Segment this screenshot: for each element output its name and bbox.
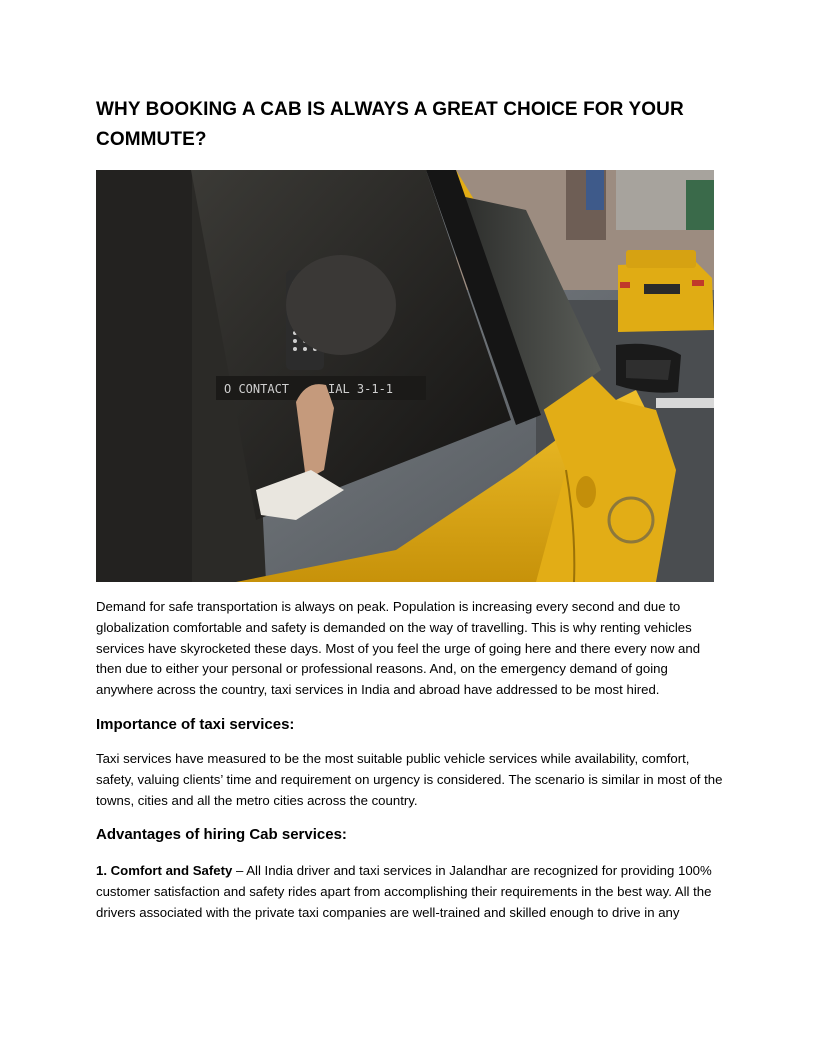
article-title: WHY BOOKING A CAB IS ALWAYS A GREAT CHOICE FOR YOUR COMMUTE?	[96, 99, 684, 150]
advantage-1-text: – All India driver and taxi services in Jalandhar are recognized for providing 100% customer satisfaction and safety rides apart from accomplishing their requirements in the best way. All the drivers associated with the private taxi companies are well-trained and skilled enough to drive in any	[96, 863, 712, 920]
importance-heading: Importance of taxi services:	[96, 716, 295, 733]
importance-paragraph: Taxi services have measured to be the most suitable public vehicle services while availability, comfort, safety, valuing clients’ time and requirement on urgency is considered. The scenario is similar in most of the towns, cities and all the metro cities across the country.	[96, 751, 723, 808]
advantages-heading: Advantages of hiring Cab services:	[96, 826, 347, 843]
meter-label-left: O CONTACT	[224, 382, 290, 396]
taxi-photo	[96, 170, 714, 582]
advantage-1-label: 1. Comfort and Safety	[96, 863, 233, 878]
intro-paragraph: Demand for safe transportation is always on peak. Population is increasing every second and due to globalization comfortable and safety is demanded on the way of travelling. This is why renting vehicles services have skyrocketed these days. Most of you feel the urge of going here and there every now and then due to either your personal or professional reasons. And, on the emergency demand of going anywhere across the country, taxi services in India and abroad have addressed to be most hired.	[96, 599, 701, 698]
advantage-1-paragraph	[96, 861, 726, 923]
meter-label-right: IAL 3-1-1	[328, 382, 394, 396]
